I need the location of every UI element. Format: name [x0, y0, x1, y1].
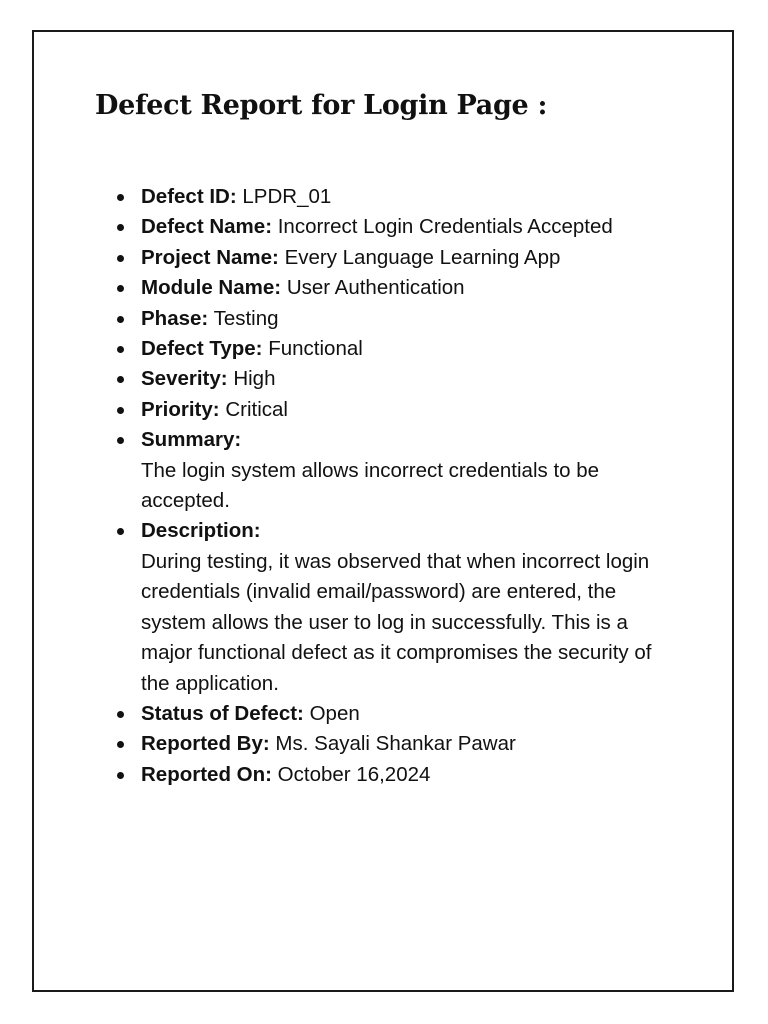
field-project-name — [109, 243, 669, 273]
field-value: Testing — [213, 306, 279, 330]
field-label: Project Name: — [141, 245, 279, 269]
field-status — [109, 699, 669, 729]
field-module-name — [109, 273, 669, 303]
field-value: October 16,2024 — [277, 762, 431, 786]
field-value: User Authentication — [286, 276, 465, 300]
field-label: Module Name: — [141, 276, 282, 300]
field-severity — [109, 364, 669, 394]
field-defect-type — [109, 334, 669, 364]
field-value: During testing, it was observed that when incorrect login credentials (invalid email/password) are entered, the system allows the user to log in successfully. This is a major functional defect as it compromises the security of the application. — [141, 549, 652, 695]
field-defect-name — [109, 212, 669, 242]
bullet-icon — [117, 711, 124, 718]
field-label: Status of Defect: — [141, 701, 304, 725]
field-label: Severity: — [141, 367, 228, 391]
field-label: Reported On: — [141, 762, 272, 786]
field-label: Defect Name: — [141, 215, 273, 239]
bullet-icon — [117, 285, 124, 292]
defect-field-list — [109, 182, 669, 790]
field-reported-by — [109, 729, 669, 759]
bullet-icon — [117, 437, 124, 444]
field-value: Critical — [225, 397, 288, 421]
field-value: Every Language Learning App — [284, 245, 561, 269]
page-title: Defect Report for Login Page : — [95, 90, 548, 121]
field-defect-id — [109, 182, 669, 212]
bullet-icon — [117, 376, 124, 383]
bullet-icon — [117, 346, 124, 353]
field-label: Defect Type: — [141, 337, 263, 361]
bullet-icon — [117, 407, 124, 414]
bullet-icon — [117, 194, 124, 201]
document-page — [32, 30, 734, 992]
field-value: Functional — [268, 337, 363, 361]
bullet-icon — [117, 224, 124, 231]
bullet-icon — [117, 772, 124, 779]
field-priority — [109, 395, 669, 425]
field-label: Priority: — [141, 397, 220, 421]
field-value: LPDR_01 — [242, 185, 332, 208]
bullet-icon — [117, 741, 124, 748]
field-summary — [109, 425, 669, 516]
field-value: The login system allows incorrect credentials to be accepted. — [141, 458, 600, 513]
bullet-icon — [117, 316, 124, 323]
field-value: Open — [309, 701, 360, 725]
field-value: Incorrect Login Credentials Accepted — [277, 215, 613, 239]
bullet-icon — [117, 528, 124, 535]
field-value: Ms. Sayali Shankar Pawar — [275, 732, 516, 756]
field-label: Summary: — [141, 428, 242, 452]
field-label: Defect ID: — [141, 185, 237, 208]
bullet-icon — [117, 255, 124, 262]
field-label: Reported By: — [141, 732, 270, 756]
field-label: Description: — [141, 519, 261, 543]
field-description — [109, 516, 669, 698]
field-value: High — [233, 367, 276, 391]
field-phase — [109, 304, 669, 334]
field-reported-on — [109, 760, 669, 790]
field-label: Phase: — [141, 306, 209, 330]
